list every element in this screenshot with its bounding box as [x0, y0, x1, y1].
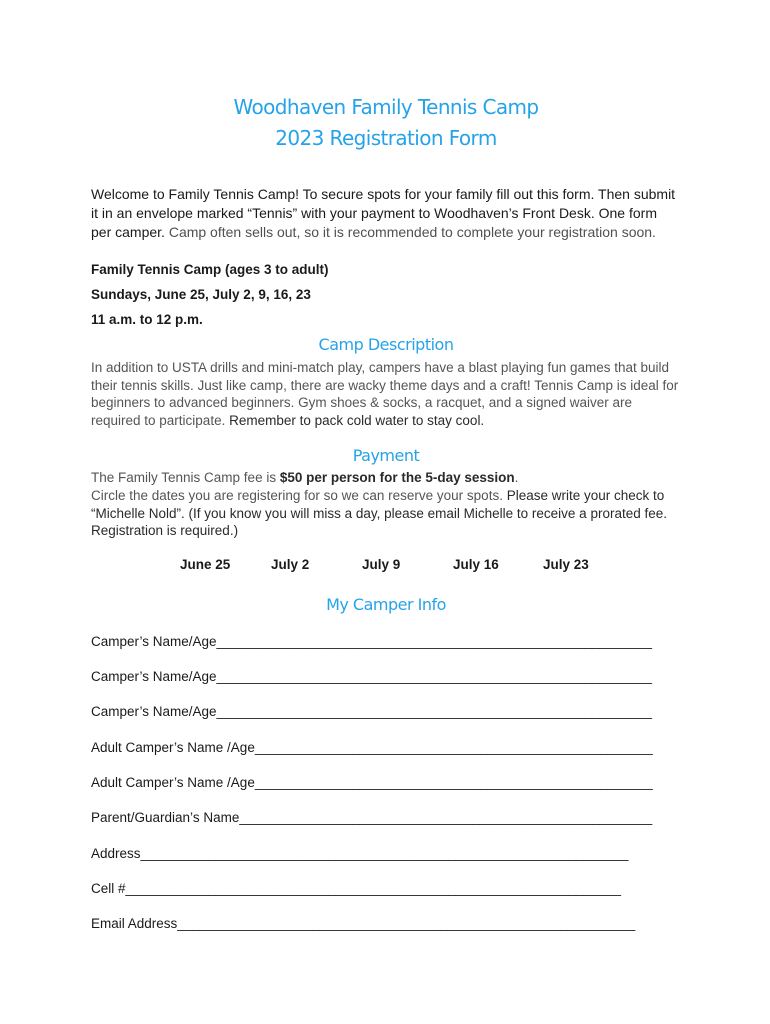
camp-ages: Family Tennis Camp (ages 3 to adult) — [91, 262, 329, 277]
check-instructions: Please write your check to “Michelle Nold”. (If you know you will miss a day, please email Michelle to receive a prorated fee. Registration is required.) — [91, 487, 667, 539]
camp-dates: Sundays, June 25, July 2, 9, 16, 23 — [91, 287, 311, 302]
address-field[interactable]: Address_________________________________________________________________ — [91, 845, 629, 861]
date-options — [91, 557, 681, 577]
date-option[interactable]: July 9 — [362, 556, 401, 572]
camp-time: 11 a.m. to 12 p.m. — [91, 312, 203, 327]
form-title — [91, 92, 681, 154]
fee-prefix: The Family Tennis Camp fee is — [91, 470, 280, 486]
camper-name-age-field-1[interactable]: Camper’s Name/Age__________________________________________________________ — [91, 633, 653, 649]
date-option[interactable]: July 16 — [453, 556, 499, 572]
registration-form — [91, 92, 681, 941]
description-text: In addition to USTA drills and mini-match play, campers have a blast playing fun games that build their tennis skills. Just like camp, there are wacky theme days and a craft! Tennis Camp is ideal for beginners to advanced beginners. Gym shoes & socks, a racquet, and a signed waiver are required to participate. — [91, 360, 679, 428]
adult-camper-name-age-field-1[interactable]: Adult Camper’s Name /Age_____________________________________________________ — [91, 739, 653, 755]
camper-name-age-field-3[interactable]: Camper’s Name/Age__________________________________________________________ — [91, 704, 653, 720]
camp-info — [91, 257, 681, 332]
adult-camper-name-age-field-2[interactable]: Adult Camper’s Name /Age_____________________________________________________ — [91, 774, 653, 790]
description-note: Remember to pack cold water to stay cool. — [225, 412, 485, 428]
date-option[interactable]: July 2 — [271, 556, 310, 572]
description-paragraph — [91, 359, 681, 429]
email-address-field[interactable]: Email Address_____________________________________________________________ — [91, 916, 636, 932]
intro-paragraph — [91, 185, 681, 242]
cell-field[interactable]: Cell #__________________________________________________________________ — [91, 880, 622, 896]
date-option[interactable]: July 23 — [543, 556, 589, 572]
payment-heading: Payment — [352, 446, 420, 466]
parent-guardian-name-field[interactable]: Parent/Guardian’s Name_______________________________________________________ — [91, 810, 653, 826]
camper-info-heading: My Camper Info — [326, 594, 446, 614]
fee-suffix: . — [514, 470, 519, 486]
circle-instructions: Circle the dates you are registering for so we can reserve your spots. — [91, 487, 503, 503]
form-title-line-1: Woodhaven Family Tennis Camp — [233, 95, 539, 119]
date-option[interactable]: June 25 — [180, 556, 231, 572]
intro-note: Camp often sells out, so it is recommended to complete your registration soon. — [164, 224, 656, 240]
camper-info-fields — [91, 624, 681, 942]
fee-amount: $50 per person for the 5-day session — [279, 470, 515, 486]
payment-paragraph — [91, 469, 681, 539]
form-title-line-2: 2023 Registration Form — [275, 126, 497, 150]
description-heading: Camp Description — [318, 335, 454, 354]
camper-name-age-field-2[interactable]: Camper’s Name/Age__________________________________________________________ — [91, 669, 653, 685]
intro-text: Welcome to Family Tennis Camp! To secure spots for your family fill out this form. Then submit it in an envelope marked “Tennis” with your payment to Woodhaven’s Front Desk. One form per camper. — [91, 186, 676, 240]
